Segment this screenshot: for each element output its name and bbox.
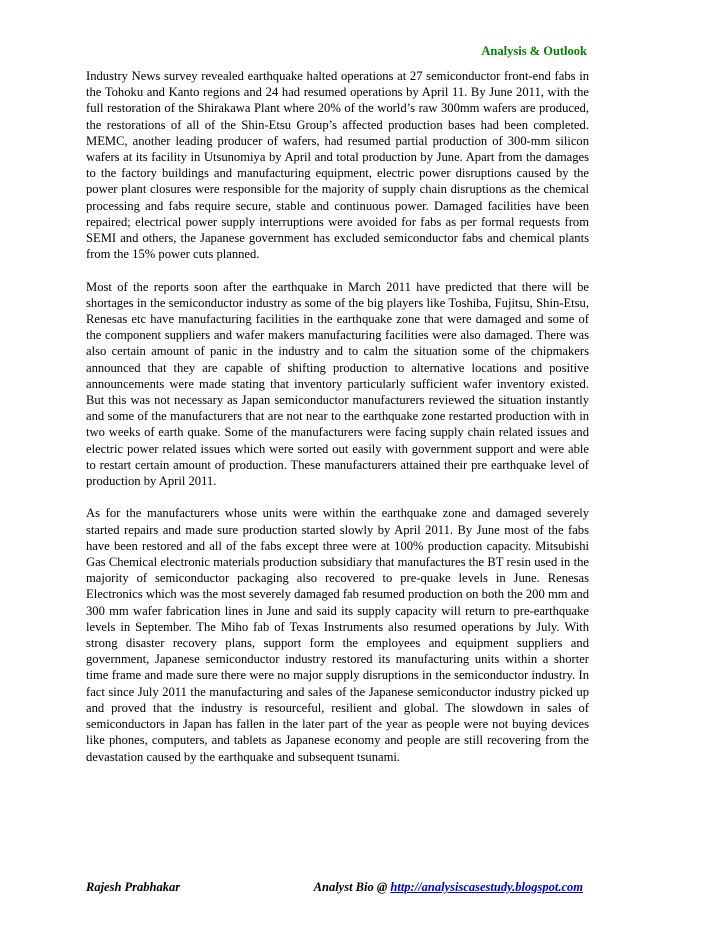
bio-link[interactable]: http://analysiscasestudy.blogspot.com xyxy=(390,880,583,894)
paragraph-1: Industry News survey revealed earthquake halted operations at 27 semiconductor front-end fabs in the Tohoku and Kanto regions and 24 had resumed operations by April 11. By June 2011, with the full restoration of the Shirakawa Plant where 20% of the world’s raw 300mm wafers are produced, the restorations of all of the Shin-Etsu Group’s affected production bases had been completed. MEMC, another leading producer of wafers, had resumed partial production of 300-mm silicon wafers at its facility in Utsunomiya by April and total production by June. Apart from the damages to the factory buildings and manufacturing equipment, electric power disruptions caused by the power plant closures were responsible for the majority of supply chain disruptions as the chemical processing and fabs require secure, stable and continuous power. Damaged facilities have been repaired; electrical power supply interruptions were avoided for fabs as per formal requests from SEMI and others, the Japanese government has excluded semiconductor fabs and chemical plants from the 15% power cuts planned. xyxy=(86,69,589,262)
article-body xyxy=(86,68,589,781)
bio-prefix: Analyst Bio @ xyxy=(313,880,391,894)
section-header: Analysis & Outlook xyxy=(481,44,587,58)
paragraph-2: Most of the reports soon after the earthquake in March 2011 have predicted that there will be shortages in the semiconductor industry as some of the big players like Toshiba, Fujitsu, Shin-Etsu, Renesas etc have manufacturing facilities in the earthquake zone that were damaged and some of the component suppliers and wafer makers manufacturing facilities were also damaged. There was also certain amount of panic in the industry and to calm the situation some of the chipmakers announced that they are capable of shifting production to alternative locations and positive announcements were made stating that inventory particularly sufficient wafer inventory existed. But this was not necessary as Japan semiconductor manufacturers reviewed the situation instantly and some of the manufacturers that are not near to the earthquake zone restarted production with in two weeks of earth quake. Some of the manufacturers were facing supply chain related issues and electric power related issues which were sorted out easily with government support and were able to restart certain amount of production. These manufacturers attained their pre earthquake level of production by April 2011. xyxy=(86,279,589,489)
analyst-bio xyxy=(314,880,583,895)
author-name: Rajesh Prabhakar xyxy=(86,880,181,894)
paragraph-3: As for the manufacturers whose units were within the earthquake zone and damaged severely started repairs and made sure production started slowly by April 2011. By June most of the fabs have been restored and all of the fabs except three were at 100% production capacity. Mitsubishi Gas Chemical electronic materials production subsidiary that manufactures the BT resin used in the majority of semiconductor packaging also recovered to pre-quake levels in June. Renesas Electronics which was the most severely damaged fab resumed production on both the 200 mm and 300 mm wafer fabrication lines in June and said its supply capacity will return to pre-earthquake levels in September. The Miho fab of Texas Instruments also resumed operations by July. With strong disaster recovery plans, support form the employees and equipment suppliers and government, Japanese semiconductor industry restored its manufacturing units within a shorter time frame and made sure there were no major supply disruptions in the semiconductor industry. In fact since July 2011 the manufacturing and sales of the Japanese semiconductor industry picked up and proved that the industry is resourceful, resilient and global. The slowdown in sales of semiconductors in Japan has fallen in the later part of the year as people were not buying devices like phones, computers, and tablets as Japanese economy and people are still recovering from the devastation caused by the earthquake and subsequent tsunami. xyxy=(86,506,589,764)
